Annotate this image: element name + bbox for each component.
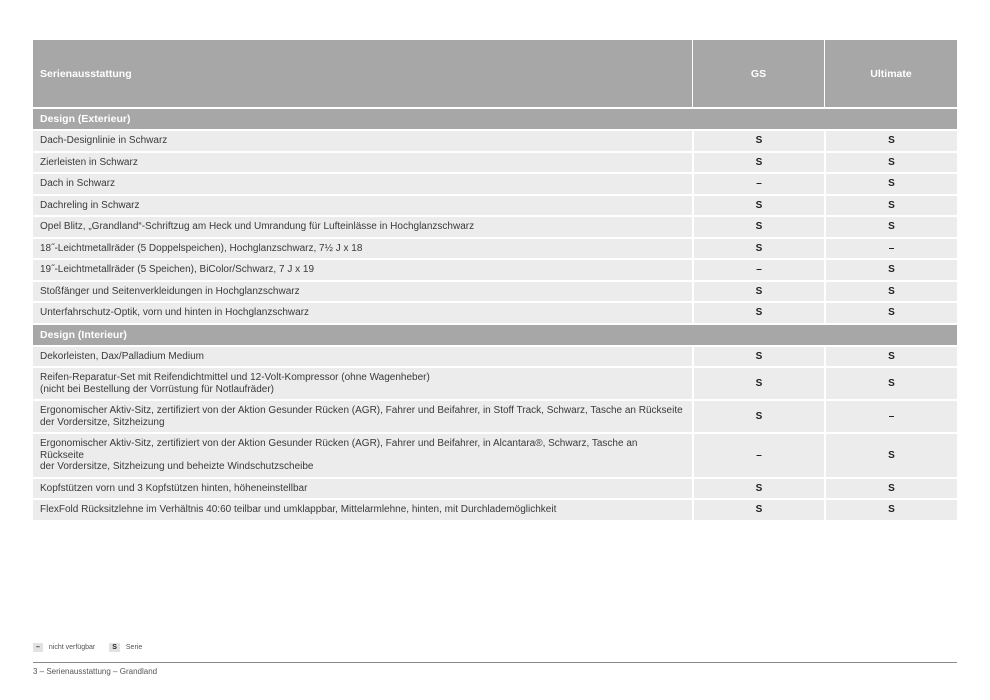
legend (33, 643, 156, 652)
section-heading-interieur (33, 325, 957, 347)
legend-s-desc: Serie (125, 644, 143, 651)
section-title: Design (Interieur) (33, 325, 957, 347)
row-label: FlexFold Rücksitzlehne im Verhältnis 40:60 teilbar und umklappbar, Mittelarmlehne, hinten, mit Durchlademöglichkeit (33, 500, 692, 522)
table-row (33, 196, 957, 218)
table-row (33, 131, 957, 153)
table-row (33, 401, 957, 434)
table-row (33, 174, 957, 196)
row-gs-value: S (692, 347, 824, 369)
row-ultimate-value: S (824, 303, 957, 325)
row-label-line2: der Vordersitze, Sitzheizung und beheizte Windschutzscheibe (40, 461, 314, 472)
row-label: Dekorleisten, Dax/Palladium Medium (33, 347, 692, 369)
row-label: Dach-Designlinie in Schwarz (33, 131, 692, 153)
row-ultimate-value: – (824, 239, 957, 261)
table-row (33, 217, 957, 239)
row-gs-value: S (692, 131, 824, 153)
row-gs-value: – (692, 434, 824, 479)
row-label-line2: der Vordersitze, Sitzheizung (40, 416, 165, 428)
table-header (33, 40, 957, 107)
row-gs-value: S (692, 500, 824, 522)
row-ultimate-value: S (824, 479, 957, 501)
row-gs-value: S (692, 282, 824, 304)
row-gs-value: S (692, 303, 824, 325)
row-ultimate-value: S (824, 434, 957, 479)
row-ultimate-value: S (824, 282, 957, 304)
section-heading-exterieur (33, 109, 957, 131)
section-title: Design (Exterieur) (33, 109, 957, 131)
row-gs-value: S (692, 368, 824, 401)
table-row (33, 434, 957, 479)
row-label: Zierleisten in Schwarz (33, 153, 692, 175)
row-gs-value: – (692, 260, 824, 282)
row-gs-value: S (692, 196, 824, 218)
row-label-line1: Reifen-Reparatur-Set mit Reifendichtmittel und 12-Volt-Kompressor (ohne Wagenheber) (40, 372, 430, 383)
row-ultimate-value: S (824, 153, 957, 175)
row-label (33, 368, 692, 401)
row-label-line1: Ergonomischer Aktiv-Sitz, zertifiziert von der Aktion Gesunder Rücken (AGR), Fahrer und Beifahrer, in Alcantara®, Schwarz, Tasche an Rückseite (40, 438, 638, 461)
row-ultimate-value: S (824, 368, 957, 401)
row-label: Kopfstützen vorn und 3 Kopfstützen hinten, höheneinstellbar (33, 479, 692, 501)
table-row (33, 368, 957, 401)
row-label: 18˝-Leichtmetallräder (5 Doppelspeichen), Hochglanzschwarz, 7½ J x 18 (33, 239, 692, 261)
row-ultimate-value: S (824, 500, 957, 522)
row-gs-value: S (692, 153, 824, 175)
header-gs: GS (692, 40, 824, 107)
row-label (33, 434, 692, 479)
row-label: 19˝-Leichtmetallräder (5 Speichen), BiColor/Schwarz, 7 J x 19 (33, 260, 692, 282)
row-ultimate-value: S (824, 217, 957, 239)
legend-dash-desc: nicht verfügbar (48, 644, 96, 651)
row-gs-value: S (692, 217, 824, 239)
legend-s-key: S (109, 643, 120, 652)
row-gs-value: S (692, 479, 824, 501)
row-ultimate-value: – (824, 401, 957, 434)
row-label: Stoßfänger und Seitenverkleidungen in Hochglanzschwarz (33, 282, 692, 304)
row-label-line2: (nicht bei Bestellung der Vorrüstung für Notlaufräder) (40, 383, 275, 395)
row-label-line1: Ergonomischer Aktiv-Sitz, zertifiziert von der Aktion Gesunder Rücken (AGR), Fahrer und Beifahrer, in Stoff Track, Schwarz, Tasche an Rückseite (40, 405, 683, 416)
row-ultimate-value: S (824, 174, 957, 196)
row-label: Opel Blitz, „Grandland“-Schriftzug am Heck und Umrandung für Lufteinlässe in Hochglanzschwarz (33, 217, 692, 239)
row-label: Dach in Schwarz (33, 174, 692, 196)
row-label: Dachreling in Schwarz (33, 196, 692, 218)
equipment-table (33, 40, 957, 522)
page-footer: 3 – Serienausstattung – Grandland (33, 667, 158, 676)
row-ultimate-value: S (824, 347, 957, 369)
table-row (33, 479, 957, 501)
row-gs-value: S (692, 401, 824, 434)
row-label (33, 401, 692, 434)
table-row (33, 153, 957, 175)
row-ultimate-value: S (824, 196, 957, 218)
legend-dash-key: – (33, 643, 43, 652)
table-row (33, 347, 957, 369)
header-label: Serienausstattung (33, 40, 692, 107)
header-ultimate: Ultimate (824, 40, 957, 107)
row-ultimate-value: S (824, 260, 957, 282)
table-row (33, 260, 957, 282)
table-row (33, 239, 957, 261)
table-row (33, 303, 957, 325)
footer-divider (33, 662, 957, 663)
row-ultimate-value: S (824, 131, 957, 153)
row-label: Unterfahrschutz-Optik, vorn und hinten in Hochglanzschwarz (33, 303, 692, 325)
row-gs-value: – (692, 174, 824, 196)
table-row (33, 282, 957, 304)
row-gs-value: S (692, 239, 824, 261)
table-row (33, 500, 957, 522)
